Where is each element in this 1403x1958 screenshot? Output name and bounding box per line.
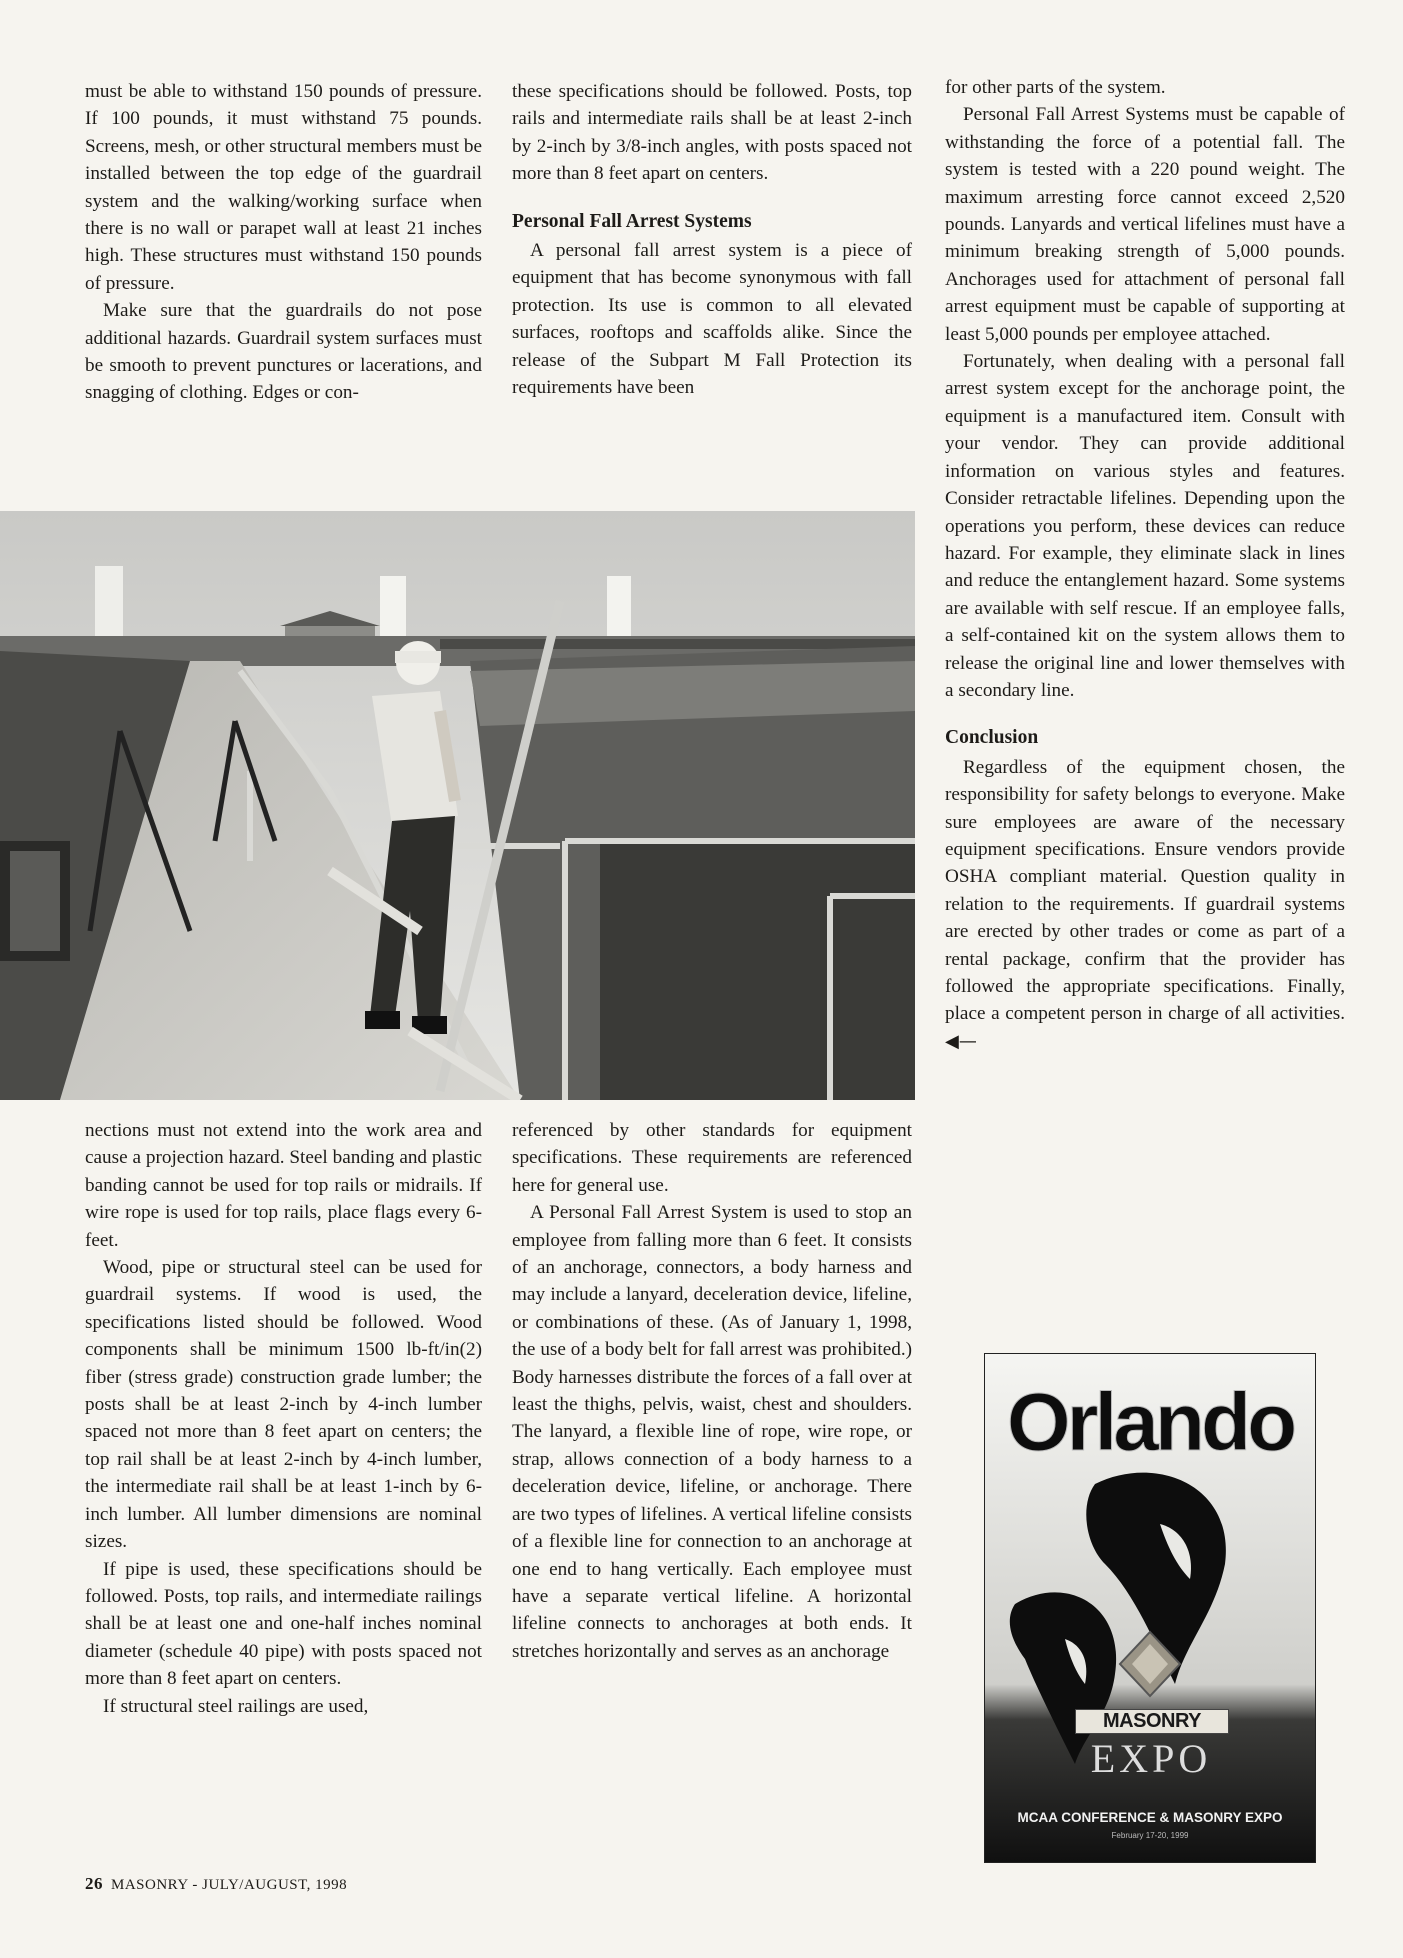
conclusion-paragraph <box>945 754 1345 1055</box>
paragraph: A personal fall arrest system is a piece of equipment that has become synonymous with fall protection. Its use is common to all elevated surfaces, rooftops and scaffolds alike. Since the release of the Subpart M Fall Protection its requirements have been <box>512 240 912 399</box>
ad-dates: February 17-20, 1999 <box>1111 1831 1189 1840</box>
advertisement-orlando-expo <box>984 1353 1316 1863</box>
paragraph: nections must not extend into the work area and cause a projection hazard. Steel banding and plastic banding cannot be used for top rails or midrails. If wire rope is used for top rails, place flags every 6-feet. <box>85 1120 482 1251</box>
paragraph: these specifications should be followed. Posts, top rails and intermediate rails shall be at least 2-inch by 2-inch by 3/8-inch angles, with posts spaced not more than 8 feet apart on centers. <box>512 81 912 185</box>
article-column-2-bottom <box>512 1117 912 1665</box>
paragraph: must be able to withstand 150 pounds of pressure. If 100 pounds, it must withstand 75 pounds. Screens, mesh, or other structural members must be installed between the top edge of the guardrail system and the walking/working surface when there is no wall or parapet wall at least 21 inches high. These structures must withstand 150 pounds of pressure. <box>85 81 482 294</box>
paragraph: Wood, pipe or structural steel can be used for guardrail systems. If wood is used, the specifications listed should be followed. Wood components shall be minimum 1500 lb-ft/in(2) fiber (stress grade) construction grade lumber; the posts shall be at least 2-inch by 4-inch lumber spaced not more than 8 feet apart on centers; the top rail shall be at least 2-inch by 4-inch lumber, the intermediate rail shall be at least 1-inch by 6-inch lumber. All lumber dimensions are nominal sizes. <box>85 1257 482 1553</box>
article-column-1-top <box>85 78 482 407</box>
paragraph: Make sure that the guardrails do not pose additional hazards. Guardrail system surfaces must be smooth to prevent punctures or lacerations, and snagging of clothing. Edges or con- <box>85 300 482 404</box>
photo-worker-guardrail <box>0 511 915 1100</box>
article-column-1-bottom <box>85 1117 482 1720</box>
paragraph: A Personal Fall Arrest System is used to stop an employee from falling more than 6 feet. It consists of an anchorage, connectors, a body harness and may include a lanyard, deceleration device, lifeline, or combinations of these. (As of January 1, 1998, the use of a body belt for fall arrest was prohibited.) Body harnesses distribute the forces of a fall over at least the thighs, pelvis, waist, chest and shoulders. The lanyard, a flexible line of rope, wire rope, or strap, allows connection of a body harness to a deceleration device, lifeline, or anchorage. There are two types of lifelines. A vertical lifeline consists of a flexible line for connection to an anchorage at one end to hang vertically. Each employee must have a separate vertical lifeline. A horizontal lifeline connects to anchorages at both ends. It stretches horizontally and serves as an anchorage <box>512 1202 912 1662</box>
ad-logo-masonry: MASONRY <box>1075 1709 1229 1734</box>
publication-line: MASONRY - JULY/AUGUST, 1998 <box>111 1877 348 1893</box>
paragraph: Personal Fall Arrest Systems must be capable of withstanding the force of a potential fall. The system is tested with a 220 pound weight. The maximum arresting force cannot exceed 2,520 pounds. Lanyards and vertical lifelines must have a minimum breaking strength of 5,000 pounds. Anchorages used for attachment of personal fall arrest equipment must be capable of supporting at least 5,000 pounds per employee attached. <box>945 104 1345 345</box>
paragraph: Fortunately, when dealing with a personal fall arrest system except for the anchorage point, the equipment is a manufactured item. Consult with your vendor. They can provide additional information on various styles and features. Consider retractable lifelines. Depending upon the operations you perform, these devices can reduce hazard. For example, they eliminate slack in lines and reduce the entanglement hazard. Some systems are available with self rescue. If an employee falls, a self-contained kit on the system allows them to release the original line and lower themselves with a secondary line. <box>945 351 1345 701</box>
paragraph: referenced by other standards for equipment specifications. These requirements are referenced here for general use. <box>512 1120 912 1196</box>
ad-conference-line: MCAA CONFERENCE & MASONRY EXPO <box>1017 1810 1283 1825</box>
article-column-2-top <box>512 78 912 401</box>
article-column-3 <box>945 74 1345 1055</box>
ad-title: Orlando <box>1006 1377 1294 1468</box>
paragraph: If pipe is used, these specifications should be followed. Posts, top rails, and intermediate railings shall be at least one and one-half inches nominal diameter (schedule 40 pipe) with posts spaced not more than 8 feet apart on centers. <box>85 1558 482 1690</box>
paragraph: If structural steel railings are used, <box>103 1695 369 1717</box>
ad-logo-expo: EXPO <box>1090 1736 1212 1781</box>
conclusion-text: Regardless of the equipment chosen, the responsibility for safety belongs to everyone. Make sure employees are aware of the necessary equipment specifications. Ensure vendors provide OSHA compliant material. Question quality in relation to the requirements. If guardrail systems are erected by other trades or come as part of a rental package, confirm that the provider has followed the appropriate specifications. Finally, place a competent person in charge of all activities. <box>945 756 1345 1025</box>
page-number: 26 <box>85 1874 103 1893</box>
page-footer <box>85 1874 347 1894</box>
section-heading-pfas: Personal Fall Arrest Systems <box>512 210 752 232</box>
end-mark-icon: ◀— <box>945 1030 977 1052</box>
section-heading-conclusion: Conclusion <box>945 727 1039 749</box>
paragraph: for other parts of the system. <box>945 77 1166 98</box>
